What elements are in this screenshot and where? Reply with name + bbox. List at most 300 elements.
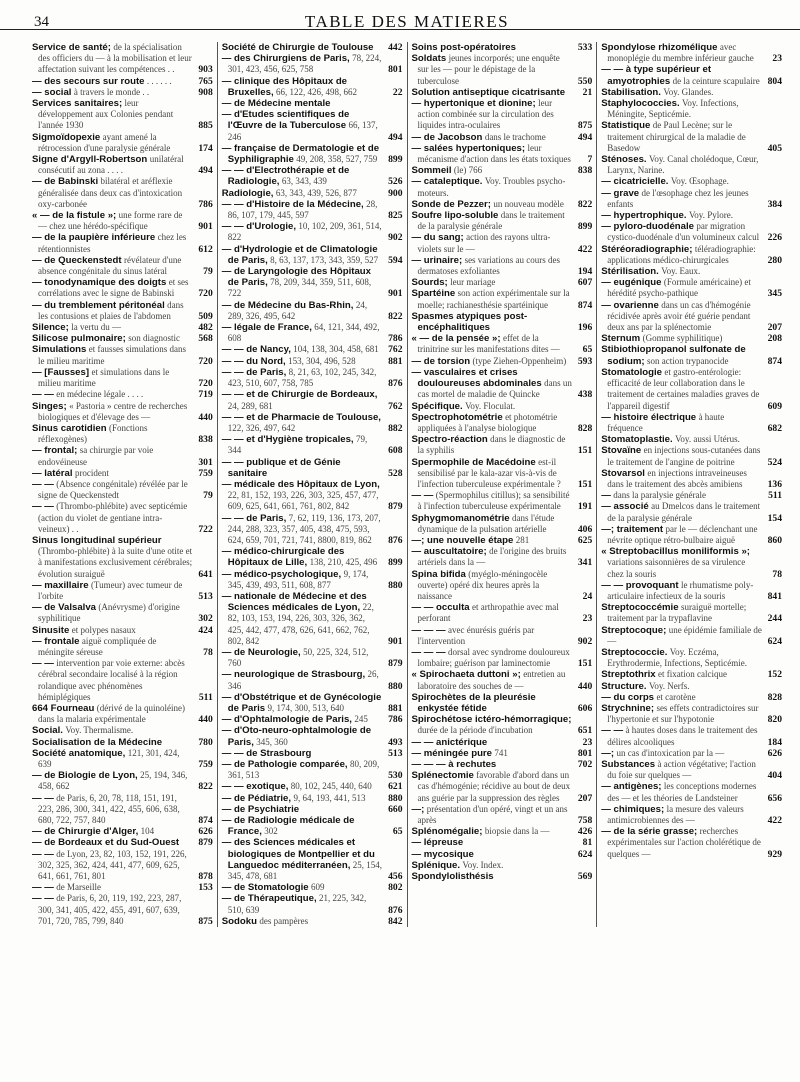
entry-heading: Service de santé; [32,42,111,53]
index-entry [32,658,213,703]
entry-description: est-il sensibilisé par le kala-azar vis-à-vis de l'infection tuberculeuse expérimentale ? [417,456,561,489]
entry-description: bilatéral et aréflexie généralisée dans deux cas d'intoxication oxy-carbonée [38,176,183,209]
entry-heading: — hypertrophique. [601,210,687,222]
index-entry [412,367,593,401]
entry-heading: Staphylococcies. [601,98,680,110]
entry-page: 626 [767,747,782,759]
entry-heading: Sourds; [411,277,448,289]
entry-heading: — de Laryngologie des Hôpitaux de Paris, [221,266,372,289]
entry-text [412,165,573,176]
entry-text [32,479,193,501]
entry-description: procident [74,467,109,478]
entry-page: 494 [577,131,593,143]
entry-heading: —; [601,747,615,759]
index-entry [222,647,403,669]
entry-page: 81 [582,837,593,849]
entry-text [32,132,193,154]
entry-heading: — — [411,490,434,502]
index-entry [32,748,213,770]
index-column [28,42,217,927]
entry-text [222,669,383,691]
entry-page: 405 [767,142,782,154]
index-entry [32,389,213,400]
entry-text [601,781,762,803]
index-entry [601,490,782,501]
index-entry [222,322,403,344]
entry-description: Voy. aussi Utérus. [675,434,740,445]
entry-heading: — du sang; [411,232,464,244]
entry-description: 25, 154, 345, 478, 681 [227,859,383,882]
entry-description: et arthropathie avec mal perforant [417,602,559,624]
entry-page: 494 [388,131,403,143]
entry-heading: — — [32,882,54,894]
index-entry [32,42,213,76]
entry-text [412,87,573,98]
entry-text [222,221,383,243]
index-entry [32,367,213,389]
index-entry [412,277,593,288]
entry-page: 825 [388,210,403,222]
entry-page: 23 [772,53,782,65]
entry-text [412,367,573,401]
entry-description: dans le diagnostic de la syphilis [417,434,566,456]
index-entry [412,165,593,176]
entry-page: 440 [198,714,213,726]
entry-page: 194 [577,266,593,278]
entry-heading: Simulations [32,344,87,356]
entry-description: leur développement aux Colonies pendant l'année 1930 [38,98,174,131]
entry-description: 80, 209, 361, 513 [227,759,380,781]
entry-heading: — mycosique [411,848,474,860]
entry-page: 882 [388,422,403,434]
entry-page: 885 [198,120,213,132]
entry-description: présentation d'un opéré, vingt et un ans après [417,803,568,826]
entry-description: 22, 82, 103, 153, 194, 226, 303, 326, 362, 425, 442, 477, 478, 626, 641, 662, 762, 802, 842 [227,602,374,646]
index-entry [601,748,782,759]
entry-text [222,143,383,165]
entry-heading: — de Médecine du Bas-Rhin, [221,299,354,311]
entry-heading: —; une nouvelle étape [411,534,514,546]
entry-description: 50, 225, 324, 512, 760 [227,646,369,669]
entry-heading: « — de la fistule »; [32,210,117,222]
entry-page: 881 [388,702,403,714]
entry-description: (Fonctions réflexogènes) [38,422,148,445]
entry-description: favorable d'abord dans un cas d'hémogénie; récidive au bout de deux ans guérie par la suppression des règles [417,770,571,803]
entry-description: 302 [264,826,278,837]
entry-page: 301 [198,456,213,468]
entry-page: 902 [388,232,403,244]
entry-page: 802 [388,882,403,894]
entry-heading: — médico-psychologique, [221,568,342,580]
index-entry [412,692,593,714]
entry-description: dans un cas mortel de maladie de Quincke [417,378,572,400]
entry-description: recherches expérimentales sur l'action cholérétique de quelques — [607,826,761,859]
entry-page: 406 [577,523,593,535]
entry-description: dans le trachome [484,131,546,142]
index-entry [412,356,593,367]
entry-heading: — maxillaire [32,579,89,591]
entry-heading: — — de Paris, [221,366,287,378]
entry-description: Voy. Eczéma, Erythrodermie, Infections, Septicémie. [607,646,747,669]
entry-text [222,759,383,781]
entry-page: 78 [772,568,782,580]
entry-text [412,412,573,434]
entry-description: ses variations au cours des dermatoses exfoliantes [417,254,561,277]
entry-description: (le) 766 [453,165,483,176]
entry-page: 606 [577,702,593,714]
entry-page: 174 [198,142,213,154]
entry-description: 78, 209, 344, 359, 511, 608, 722 [227,277,372,299]
entry-description: chez les rétentionnistes [38,232,187,254]
entry-description: téléradiographie: applications médico-chirurgicales [607,243,756,265]
index-entry [32,893,213,927]
index-entry [222,188,403,199]
entry-text [222,815,383,837]
entry-heading: — de Babinski [32,176,99,188]
entry-page: 154 [767,512,782,524]
entry-heading: — des Chirurgiens de Paris, [221,53,350,65]
entry-description: de l'œsophage chez les jeunes enfants [607,187,749,209]
entry-description: 153, 304, 496, 528 [288,355,356,366]
entry-text [222,389,383,411]
entry-description: 104 [140,826,155,837]
entry-page: 65 [392,826,403,838]
entry-page: 842 [388,915,403,927]
entry-heading: Stabilisation. [601,86,661,98]
entry-description: (Thrombo-phlébite) à la suite d'une otite et à manifestations exclusivement cérébrales; évolution suraiguë [38,546,193,579]
index-entry [32,837,213,848]
entry-page: 151 [577,478,593,490]
entry-description: dorsal avec syndrome douloureux lombaire; guérison par laminectomie [417,646,570,669]
entry-page: 899 [388,154,403,166]
entry-text [32,725,193,736]
index-entry [222,199,403,221]
index-entry [412,860,593,871]
entry-text [222,434,383,456]
entry-description: dans l'étude dynamique de la pulsation artérielle [417,512,555,534]
index-entry [222,916,403,927]
entry-text [601,120,762,154]
entry-page: 901 [388,288,403,300]
entry-page: 879 [388,658,403,670]
entry-text [222,893,383,915]
entry-text [222,793,383,804]
entry-page: 780 [198,736,213,748]
entry-description: son action trypanocide [646,355,729,366]
entry-heading: — de Chirurgie d'Alger, [32,826,139,838]
index-entry [32,98,213,132]
entry-text [32,423,193,445]
entry-description: 245 [354,714,368,725]
index-entry [412,210,593,232]
entry-description: ayant amené la rétrocession d'une paralysie générale [38,131,171,153]
entry-heading: — [Fausses] [32,366,90,378]
entry-text [601,300,762,334]
entry-heading: — neurologique de Strasbourg, [221,669,366,681]
entry-heading: Sténoses. [601,154,647,166]
entry-description: 8, 63, 137, 173, 343, 359, 527 [270,254,379,265]
entry-description: intervention par voie externe: abcès cérébral secondaire localisé à la région rolandique avec phénomènes hémiplégiques [38,658,185,702]
entry-heading: Spectrophotométrie [411,411,503,423]
entry-heading: Substances [601,759,656,770]
entry-text [412,826,573,837]
entry-text [601,826,762,860]
entry-description: dans le traitement de la paralysie générale [417,210,565,232]
entry-heading: — salées hypertoniques; [411,142,526,154]
entry-page: 152 [767,669,782,681]
index-entry [32,87,213,98]
index-entry [32,468,213,479]
entry-heading: Radiologie, [221,187,274,199]
entry-text [32,793,193,827]
entry-heading: — de Thérapeutique, [221,893,317,905]
entry-description: 138, 210, 425, 496 [309,557,378,568]
index-entry [601,188,782,210]
index-entry [222,748,403,759]
entry-text [412,333,573,355]
entry-heading: Streptococcie. [601,646,668,658]
entry-page: 881 [388,355,403,367]
index-entry [601,445,782,467]
index-column [217,42,407,927]
index-entry [222,457,403,479]
entry-page: 719 [198,389,213,401]
index-entry [601,412,782,434]
index-entry [222,221,403,243]
entry-heading: — de Psychiatrie [221,803,300,815]
entry-heading: Sigmoïdopexie [32,131,101,143]
entry-description: (Tumeur) avec tumeur de l'orbite [38,579,183,601]
entry-text [222,98,383,109]
entry-text [32,580,193,602]
entry-description: la vertu du — [71,322,121,333]
index-entry [601,647,782,669]
entry-text [32,176,193,210]
page-header [28,8,786,34]
entry-text [222,300,383,322]
entry-description: 63, 343, 439 [281,176,327,187]
entry-page: 153 [198,882,213,894]
index-entry [32,501,213,535]
entry-description: Voy. Nerfs. [648,680,690,691]
entry-heading: Sinusite [32,624,70,636]
entry-description: le rhumatisme poly-articulaire infectieux de la souris [607,579,754,601]
index-entry [412,288,593,310]
entry-text [601,266,762,277]
entry-text [412,143,573,165]
entry-page: 901 [388,635,403,647]
entry-page: 804 [767,75,782,87]
entry-description: et gastro-entérologie: efficacité de leur collaboration dans le traitement de certaines maladies graves de l'appareil digestif [607,366,760,411]
entry-text [222,356,383,367]
entry-description: (Anévrysme) d'origine syphilitique [38,602,180,624]
entry-heading: — — provoquant [601,579,679,591]
entry-page: 593 [577,355,593,367]
index-entry [412,759,593,770]
entry-heading: — — — [411,646,446,658]
index-entry [601,277,782,299]
entry-page: 899 [388,557,403,569]
entry-page: 384 [767,198,782,210]
entry-heading: — — [32,478,54,490]
entry-page: 424 [198,624,213,636]
entry-heading: Sternum [601,333,641,345]
entry-page: 900 [388,187,403,199]
index-entry [222,669,403,691]
entry-description: de la spécialisation des officiers du — à la mobilisation et leur affectation suivant les compétences . . [38,42,192,75]
index-entry [32,849,213,883]
index-entry [222,76,403,98]
entry-text [601,42,762,64]
index-entry [412,647,593,669]
entry-page: 244 [767,613,782,625]
entry-page: 511 [198,691,213,703]
entry-description: des pampères [259,915,309,926]
entry-description: effet de la trinitrine sur les manifestations dites — [417,333,560,355]
index-entry [32,580,213,602]
entry-text [222,42,383,53]
entry-heading: Stomatoplastie. [601,434,673,446]
entry-page: 494 [198,165,213,177]
index-entry [412,714,593,736]
entry-page: 422 [767,815,782,827]
entry-heading: Spasmes atypiques post-encéphalitiques [411,310,528,334]
index-entry [32,277,213,299]
entry-text [601,501,762,523]
index-entry [32,826,213,837]
index-entry [222,412,403,434]
entry-text [412,210,573,232]
entry-heading: Sonde de Pezzer; [411,198,491,210]
entry-heading: Spondylolisthésis [411,871,494,883]
index-entry [222,591,403,647]
entry-text [222,546,383,568]
entry-heading: Sphygmomanométrie [411,512,510,524]
entry-text [32,154,193,176]
entry-text [32,367,193,389]
entry-description: 25, 194, 346, 458, 662 [38,770,188,792]
entry-page: 513 [198,590,213,602]
entry-heading: — latéral [32,467,73,479]
entry-heading: Société anatomique, [32,747,126,759]
entry-text [601,647,762,669]
entry-text [32,255,193,277]
entry-heading: — — publique et de Génie sanitaire [221,456,341,479]
index-entry [222,804,403,815]
entry-text [601,176,762,187]
entry-page: 822 [198,781,213,793]
entry-text [32,344,193,366]
entry-description: à haute fréquence [607,411,725,433]
index-entry [601,501,782,523]
entry-heading: — de la série grasse; [601,826,698,838]
entry-page: 22 [392,86,403,98]
index-entry [32,232,213,254]
entry-text [222,109,383,143]
entry-text [222,781,383,792]
index-entry [222,793,403,804]
entry-description: et fausses simulations dans le milieu maritime [38,344,187,366]
index-entry [412,333,593,355]
entry-heading: — — [32,501,54,513]
entry-description: 49, 208, 358, 527, 759 [296,154,378,165]
entry-text [222,513,383,547]
entry-description: à action végétative; l'action du foie sur quelques — [607,759,756,781]
index-entry [32,76,213,87]
entry-text [601,210,762,221]
entry-heading: — de Médecine mentale [221,98,331,110]
entry-text [412,714,573,736]
index-entry [32,401,213,423]
entry-heading: — cataleptique. [411,176,483,188]
entry-text [222,692,383,714]
entry-page: 876 [388,904,403,916]
entry-heading: — [601,490,611,502]
entry-heading: — lépreuse [411,837,464,849]
entry-page: 78 [203,646,213,658]
index-entry [222,367,403,389]
index-entry [32,725,213,736]
entry-heading: Socialisation de la Médecine [32,736,163,748]
index-entry [601,546,782,580]
entry-heading: Signe d'Argyll-Robertson [32,154,148,166]
entry-text [601,221,762,243]
entry-description: 28, 86, 107, 179, 445, 597 [227,198,378,221]
entry-text [601,98,762,120]
index-entry [32,132,213,154]
index-entry [222,356,403,367]
entry-description: leur action combinée sur la circulation des liquides intra-oculaires [417,98,554,131]
entry-text [222,725,383,747]
entry-page: 762 [388,344,403,356]
entry-description: Voy. Œsophage. [670,176,729,187]
page-title: TABLE DES MATIERES [304,12,510,31]
entry-description: un nouveau modèle [493,198,564,209]
entry-page: 786 [388,714,403,726]
header-rule [0,29,800,30]
index-entry [32,300,213,322]
index-entry [412,434,593,456]
entry-heading: Soins post-opératoires [411,42,516,53]
entry-heading: Splénectomie [411,770,474,782]
entry-text [412,311,573,333]
entry-heading: — de Pédiatrie, [221,792,292,804]
entry-description: « Pastoria » centre de recherches biologiques et d'élevage des — [38,400,188,422]
entry-page: 207 [767,322,782,334]
entry-text [222,916,383,927]
index-entry [222,546,403,568]
entry-heading: — auscultatoire; [411,546,487,558]
index-entry [601,703,782,725]
entry-page: 530 [388,770,403,782]
index-entry [601,580,782,602]
entry-heading: Soufre lipo-soluble [411,210,499,222]
entry-text [412,513,573,535]
entry-page: 569 [577,871,593,883]
entry-page: 196 [577,322,593,334]
entry-page: 902 [577,635,593,647]
entry-heading: — — d'Electrothérapie et de Radiologie, [221,165,350,188]
entry-description: 26, 346 [227,669,379,691]
entry-text [601,64,762,86]
index-entry [32,625,213,636]
entry-heading: — vasculaires et crises douloureuses abdominales [411,366,542,390]
entry-page: 702 [577,759,593,770]
entry-description: 66, 137, 246 [227,120,378,142]
entry-description: 122, 326, 497, 642 [227,422,296,433]
entry-heading: Statistique [601,120,651,132]
index-column [596,42,786,927]
